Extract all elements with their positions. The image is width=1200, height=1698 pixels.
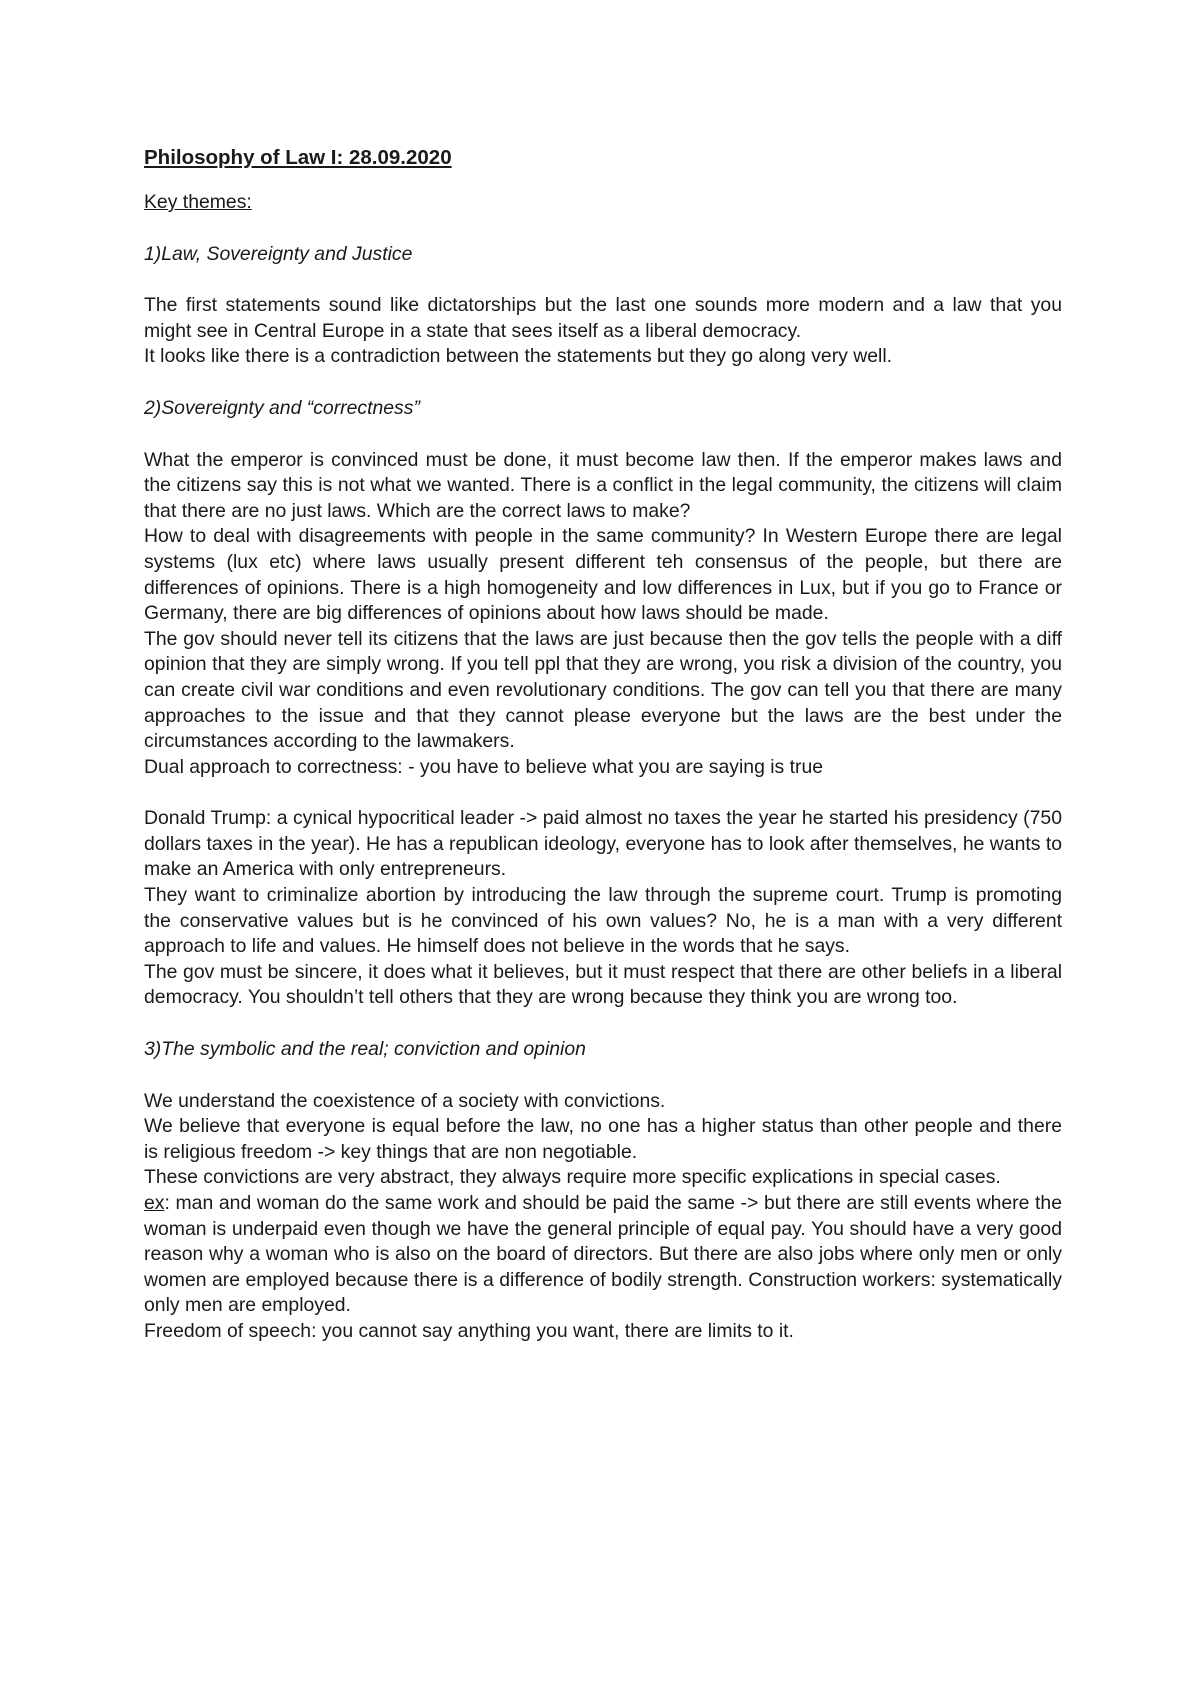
paragraph: We understand the coexistence of a society with convictions.	[144, 1089, 666, 1112]
paragraph: Donald Trump: a cynical hypocritical leader -> paid almost no taxes the year he started his presidency (750 dollars taxes in the year). He has a republican ideology, everyone has to look after themselves, he wants to make an America with only entrepreneurs.	[144, 807, 1062, 881]
example-paragraph	[144, 1191, 1062, 1319]
example-text: : man and woman do the same work and should be paid the same -> but there are still events where the woman is underpaid even though we have the general principle of equal pay. You should have a very good reason why a woman who is also on the board of directors. But there are also jobs where only men or only women are employed because there is a difference of bodily strength. Construction workers: systematically only men are employed.	[144, 1192, 1062, 1317]
paragraph: The gov should never tell its citizens that the laws are just because then the gov tells the people with a diff opinion that they are simply wrong. If you tell ppl that they are wrong, you risk a division of the country, you can create civil war conditions and even revolutionary conditions. The gov can tell you that there are many approaches to the issue and that they cannot please everyone but the laws are the best under the circumstances according to the lawmakers.	[144, 627, 1062, 753]
section-1-body	[144, 293, 1062, 370]
section-3-body	[144, 1089, 1062, 1345]
paragraph: The first statements sound like dictatorships but the last one sounds more modern and a law that you might see in Central Europe in a state that sees itself as a liberal democracy.	[144, 294, 1062, 342]
paragraph: Dual approach to correctness: - you have to believe what you are saying is true	[144, 755, 824, 778]
paragraph: These convictions are very abstract, they always require more specific explications in special cases.	[144, 1166, 1001, 1189]
document-title: Philosophy of Law I: 28.09.2020	[144, 146, 452, 169]
document-body	[144, 145, 1062, 1345]
section-heading-1: 1)Law, Sovereignty and Justice	[144, 242, 413, 265]
paragraph: How to deal with disagreements with people in the same community? In Western Europe there are legal systems (lux etc) where laws usually present different teh consensus of the people, but there are differences of opinions. There is a high homogeneity and low differences in Lux, but if you go to France or Germany, there are big differences of opinions about how laws should be made.	[144, 525, 1062, 625]
paragraph: What the emperor is convinced must be done, it must become law then. If the emperor makes laws and the citizens say this is not what we wanted. There is a conflict in the legal community, the citizens will claim that there are no just laws. Which are the correct laws to make?	[144, 448, 1062, 522]
key-themes-label: Key themes:	[144, 191, 252, 213]
paragraph: We believe that everyone is equal before the law, no one has a higher status than other people and there is religious freedom -> key things that are non negotiable.	[144, 1115, 1062, 1163]
section-heading-2: 2)Sovereignty and “correctness”	[144, 396, 420, 419]
paragraph: It looks like there is a contradiction between the statements but they go along very well.	[144, 345, 893, 368]
section-heading-3: 3)The symbolic and the real; conviction and opinion	[144, 1038, 586, 1061]
paragraph: They want to criminalize abortion by introducing the law through the supreme court. Trump is promoting the conservative values but is he convinced of his own values? No, he is a man with a very different approach to life and values. He himself does not believe in the words that he says.	[144, 884, 1062, 958]
section-2-body-a	[144, 448, 1062, 781]
example-label: ex	[144, 1192, 165, 1214]
paragraph: The gov must be sincere, it does what it believes, but it must respect that there are other beliefs in a liberal democracy. You shouldn’t tell others that they are wrong because they think you are wrong too.	[144, 960, 1062, 1009]
section-2-body-b	[144, 806, 1062, 1011]
closing-paragraph: Freedom of speech: you cannot say anything you want, there are limits to it.	[144, 1319, 794, 1342]
